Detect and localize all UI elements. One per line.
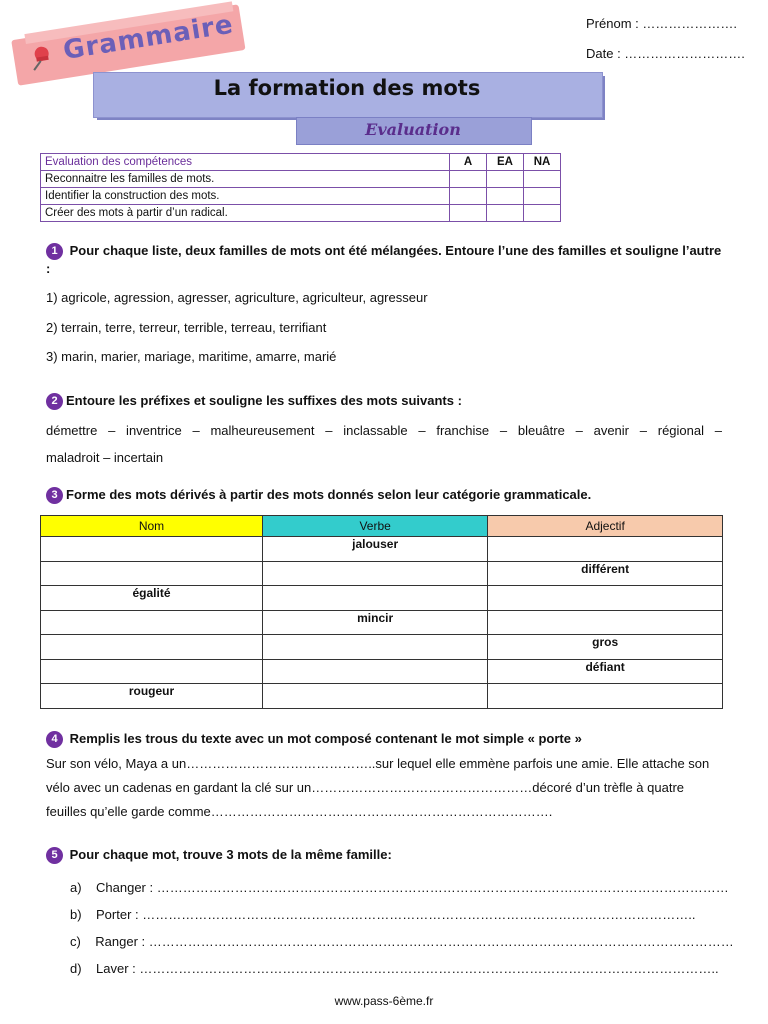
question-text: Forme des mots dérivés à partir des mots donnés selon leur catégorie grammaticale.: [66, 487, 592, 502]
list-item: 2) terrain, terre, terreur, terrible, terreau, terrifiant: [46, 320, 327, 335]
number-badge: 2: [46, 393, 63, 410]
grammaire-label: Grammaire: [61, 9, 236, 67]
evaluation-label: Evaluation: [365, 120, 461, 139]
derivation-table: [40, 515, 723, 709]
cell-adjectif[interactable]: [488, 537, 723, 562]
table-row: [41, 659, 723, 684]
list-item: [70, 934, 734, 949]
cell-nom[interactable]: [41, 561, 263, 586]
cell-nom[interactable]: [41, 610, 263, 635]
item-text: Ranger : ………………………………………………………………………………………………………………………: [95, 934, 734, 949]
word-list-line-2: maladroit – incertain: [46, 450, 164, 465]
cell-adjectif[interactable]: différent: [488, 561, 723, 586]
cell-verbe[interactable]: [262, 586, 487, 611]
text-line: vélo avec un cadenas en gardant la clé sur un……………………………………………décoré d’un trèfle à quatre: [46, 780, 684, 795]
prenom-field: Prénom : ………………….: [586, 16, 737, 31]
cell-nom[interactable]: [41, 635, 263, 660]
cell-verbe[interactable]: mincir: [262, 610, 487, 635]
item-letter: b): [70, 907, 82, 922]
col-adjectif: Adjectif: [488, 516, 723, 537]
check-cell[interactable]: [487, 188, 524, 205]
cell-adjectif[interactable]: [488, 586, 723, 611]
table-row: [41, 610, 723, 635]
item-text: Porter : ………………………………………………………………………………………………………………..: [96, 907, 696, 922]
cell-nom[interactable]: égalité: [41, 586, 263, 611]
cell-verbe[interactable]: [262, 635, 487, 660]
check-cell[interactable]: [524, 171, 561, 188]
cell-adjectif[interactable]: [488, 610, 723, 635]
check-cell[interactable]: [450, 171, 487, 188]
list-item: 3) marin, marier, mariage, maritime, amarre, marié: [46, 349, 337, 364]
text-line: feuilles qu’elle garde comme…………………………………………………………………….: [46, 804, 553, 819]
item-letter: c): [70, 934, 81, 949]
table-row: [41, 188, 561, 205]
table-row: [41, 561, 723, 586]
cell-verbe[interactable]: [262, 561, 487, 586]
check-cell[interactable]: [487, 205, 524, 222]
cell-verbe[interactable]: jalouser: [262, 537, 487, 562]
col-nom: Nom: [41, 516, 263, 537]
item-text: Changer : ……………………………………………………………………………………………………………………: [96, 880, 729, 895]
cell-nom[interactable]: [41, 659, 263, 684]
number-badge: 1: [46, 243, 63, 260]
item-letter: d): [70, 961, 82, 976]
table-row: [41, 205, 561, 222]
table-row: [41, 171, 561, 188]
list-item: [70, 880, 729, 895]
exercise-3-question: [46, 486, 726, 504]
exercise-5-question: [46, 846, 726, 864]
number-badge: 4: [46, 731, 63, 748]
item-letter: a): [70, 880, 82, 895]
question-text: Remplis les trous du texte avec un mot composé contenant le mot simple « porte »: [69, 731, 582, 746]
number-badge: 3: [46, 487, 63, 504]
competence-label: Identifier la construction des mots.: [41, 188, 450, 205]
word-list-line-1: démettre – inventrice – malheureusement – inclassable – franchise – bleuâtre – avenir – régional –: [46, 423, 722, 438]
competence-label: Reconnaitre les familles de mots.: [41, 171, 450, 188]
table-row: [41, 537, 723, 562]
check-cell[interactable]: [524, 188, 561, 205]
cell-nom[interactable]: [41, 537, 263, 562]
fill-in-text: [46, 752, 722, 824]
competences-table: [40, 153, 561, 222]
number-badge: 5: [46, 847, 63, 864]
table-row: [41, 684, 723, 709]
item-text: Laver : ……………………………………………………………………………………………………………………..: [96, 961, 719, 976]
cell-adjectif[interactable]: gros: [488, 635, 723, 660]
check-cell[interactable]: [487, 171, 524, 188]
col-na: NA: [524, 154, 561, 171]
footer-url: www.pass-6ème.fr: [334, 994, 434, 1008]
cell-nom[interactable]: rougeur: [41, 684, 263, 709]
cell-adjectif[interactable]: [488, 684, 723, 709]
list-item: [70, 907, 695, 922]
question-text: Pour chaque liste, deux familles de mots ont été mélangées. Entoure l’une des familles et souligne l’autre :: [46, 243, 722, 277]
question-text: Entoure les préfixes et souligne les suffixes des mots suivants :: [66, 393, 462, 408]
cell-verbe[interactable]: [262, 659, 487, 684]
list-item: [70, 961, 719, 976]
col-verbe: Verbe: [262, 516, 487, 537]
cell-verbe[interactable]: [262, 684, 487, 709]
check-cell[interactable]: [524, 205, 561, 222]
exercise-1-question: [46, 242, 726, 278]
table-row: [41, 586, 723, 611]
cell-adjectif[interactable]: défiant: [488, 659, 723, 684]
page-title: La formation des mots: [213, 76, 481, 100]
exercise-2-question: [46, 392, 726, 410]
pushpin-icon: [24, 40, 58, 74]
check-cell[interactable]: [450, 188, 487, 205]
competence-label: Créer des mots à partir d’un radical.: [41, 205, 450, 222]
list-item: 1) agricole, agression, agresser, agriculture, agriculteur, agresseur: [46, 290, 428, 305]
col-ea: EA: [487, 154, 524, 171]
table-row: [41, 635, 723, 660]
exercise-4-question: [46, 730, 726, 748]
competences-header: Evaluation des compétences: [41, 154, 450, 171]
col-a: A: [450, 154, 487, 171]
text-line: Sur son vélo, Maya a un……………………………………..sur lequel elle emmène parfois une amie. Elle attache son: [46, 756, 710, 771]
date-field: Date : ……………………….: [586, 46, 745, 61]
check-cell[interactable]: [450, 205, 487, 222]
question-text: Pour chaque mot, trouve 3 mots de la même famille:: [69, 847, 392, 862]
